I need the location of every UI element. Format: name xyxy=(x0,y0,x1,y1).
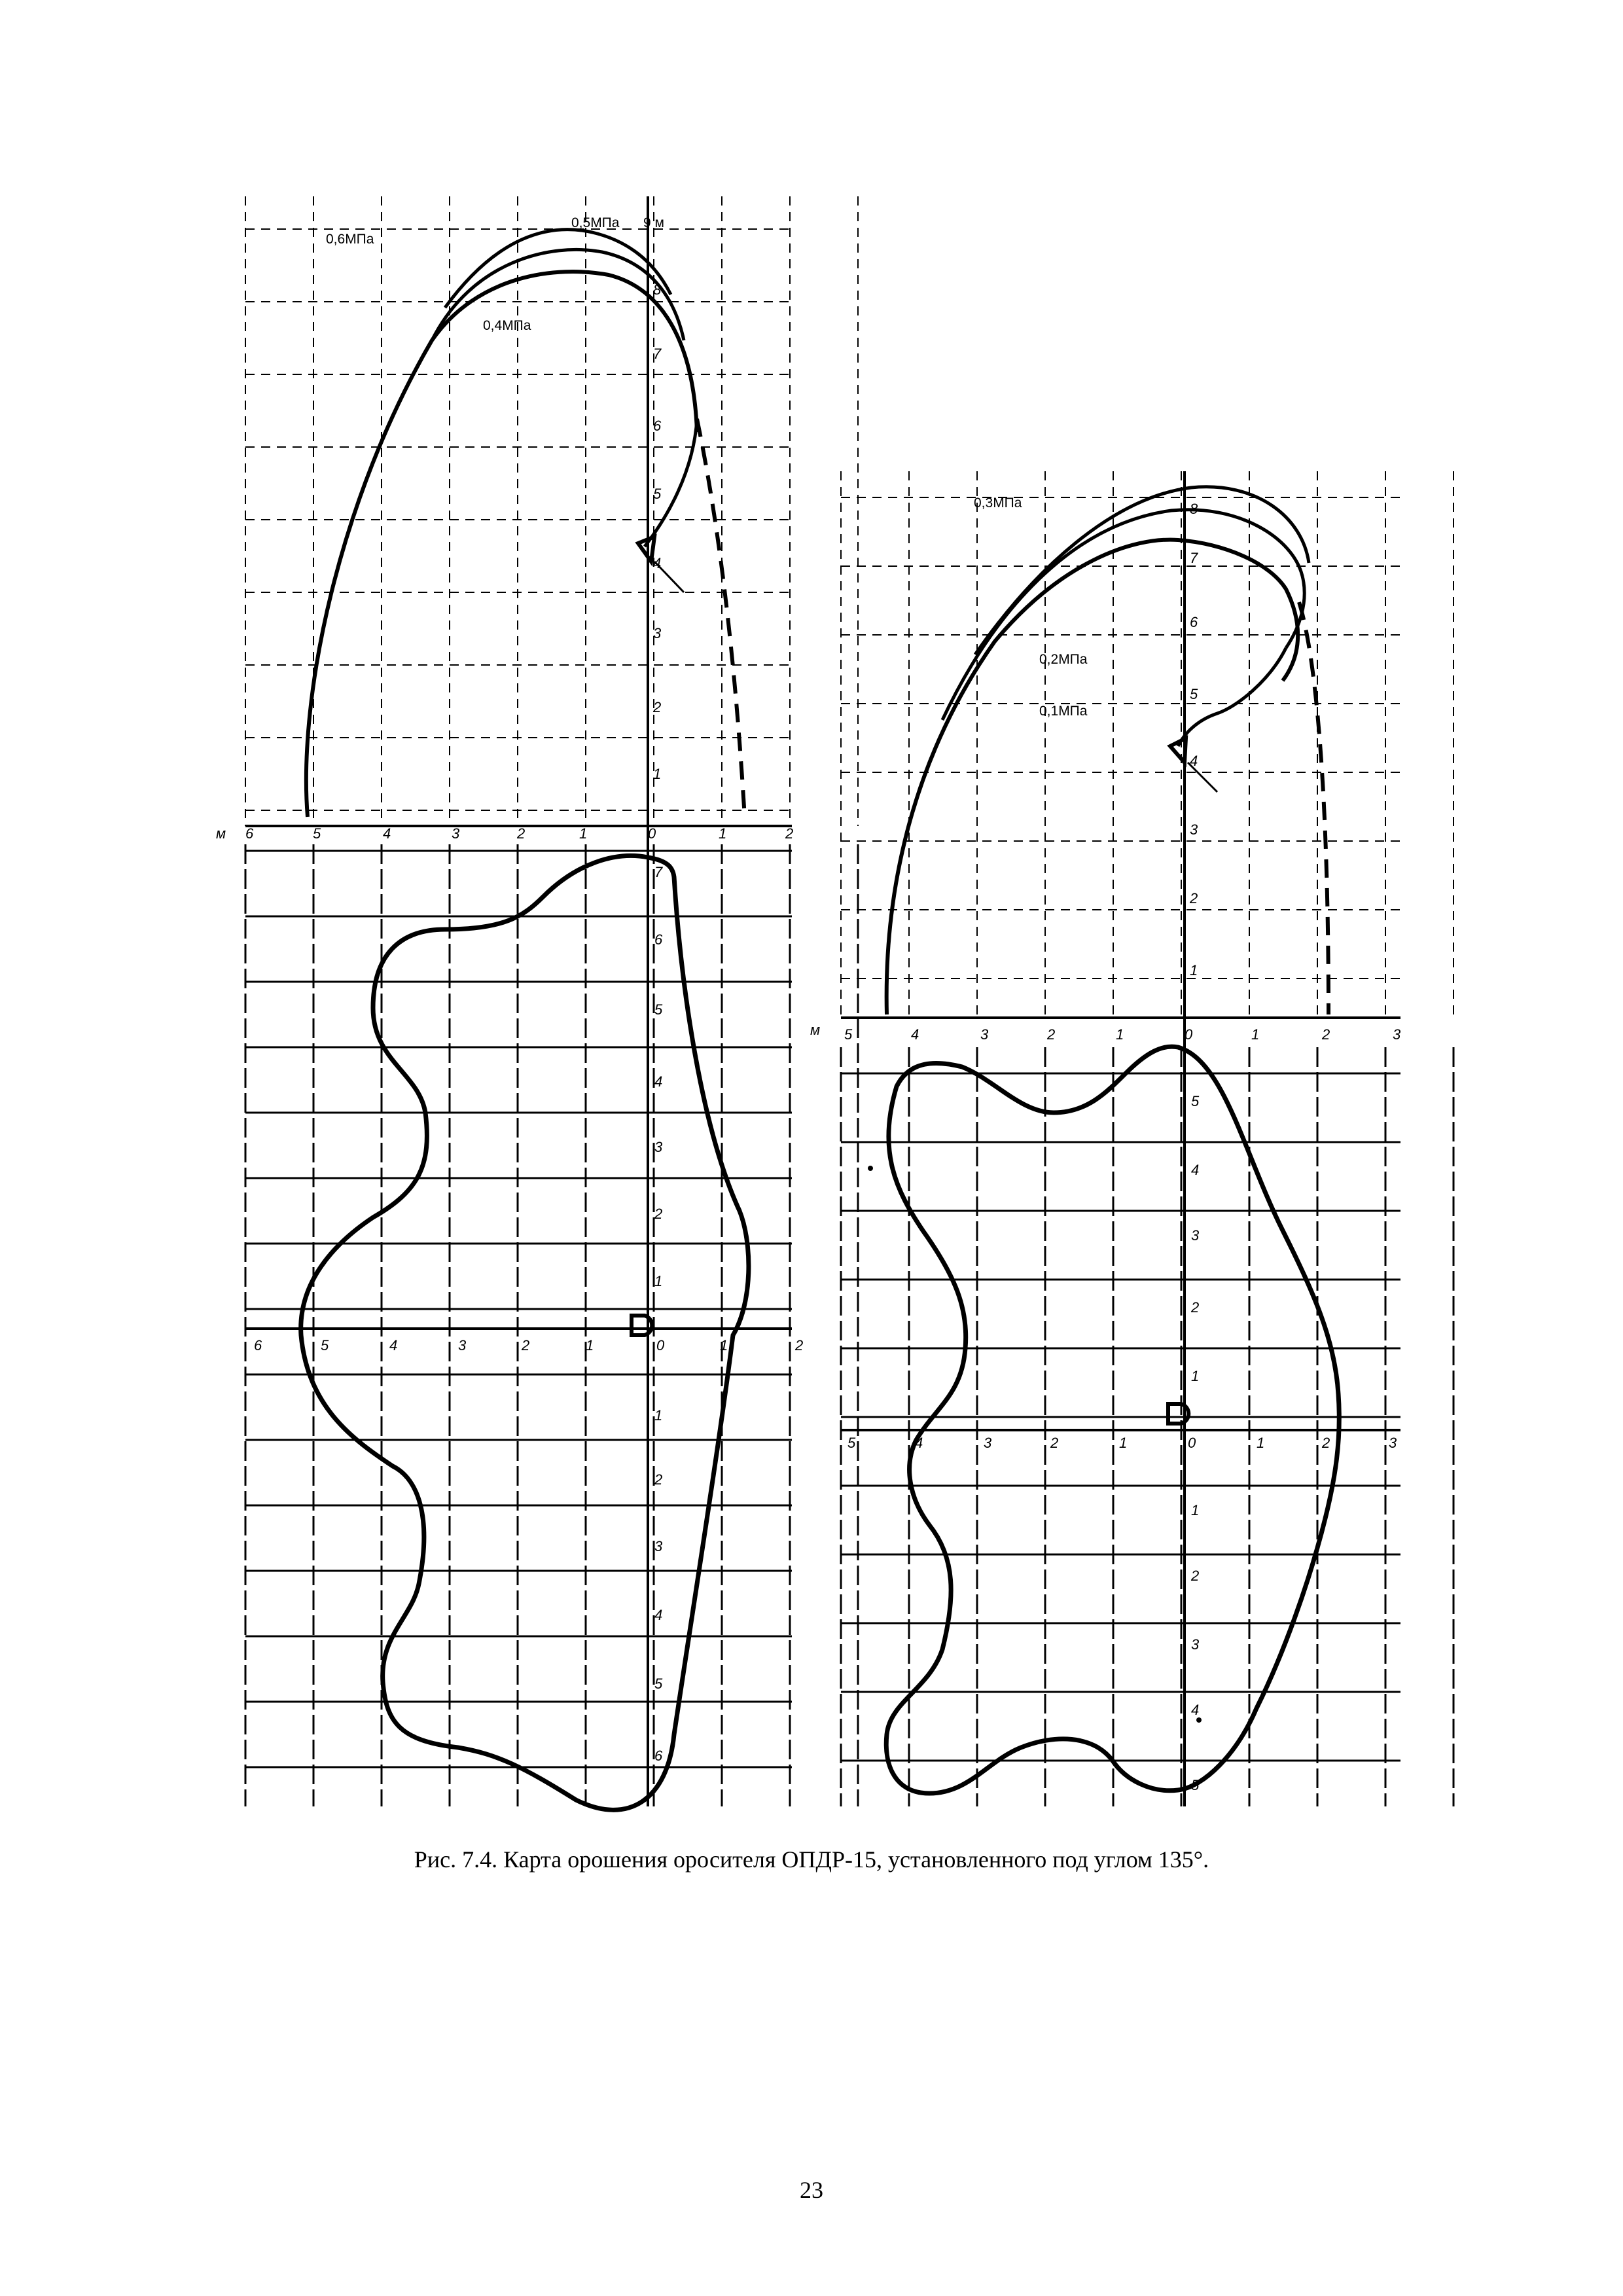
left-height-tick: 8 xyxy=(653,281,662,298)
left-nozzle-marker xyxy=(638,537,654,562)
right-height-tick: 8 xyxy=(1190,501,1198,517)
right-plan-down-tick: 4 xyxy=(1191,1702,1200,1718)
figure-caption: Рис. 7.4. Карта орошения оросителя ОПДР-15, установленного под углом 135°. xyxy=(414,1846,1209,1873)
right-height-tick: 2 xyxy=(1190,890,1198,906)
left-plan xyxy=(301,856,749,1810)
right-unit-label: м xyxy=(810,1022,821,1038)
left-height-tick: 1 xyxy=(653,766,662,782)
right-pressure-label-0-1: 0,1МПа xyxy=(1039,704,1088,719)
right-dashed-jet xyxy=(1299,602,1329,1014)
left-top-axis-tick: 0 xyxy=(648,825,656,842)
right-top-axis-tick: 1 xyxy=(1116,1026,1124,1043)
left-top-axis-tick: 1 xyxy=(579,825,588,842)
left-plan-axis-tick: 3 xyxy=(458,1337,467,1354)
left-plan-down-tick: 4 xyxy=(654,1607,663,1623)
left-plan-axis-tick: 4 xyxy=(389,1337,398,1354)
left-dashed-jet xyxy=(697,419,745,818)
right-top-axis-tick: 3 xyxy=(1393,1026,1401,1043)
left-plan-up-tick: 2 xyxy=(654,1206,663,1222)
right-plan-axis-tick: 5 xyxy=(847,1435,856,1451)
axis-tick-labels xyxy=(254,281,1401,1793)
left-plan-axis-tick: 2 xyxy=(795,1337,804,1354)
right-top-axis-tick: 5 xyxy=(844,1026,853,1043)
right-height-tick: 3 xyxy=(1190,821,1198,838)
left-plan-down-tick: 5 xyxy=(654,1676,663,1692)
page-number: 23 xyxy=(800,2177,823,2203)
left-plan-down-tick: 6 xyxy=(654,1748,663,1764)
left-top-axis-tick: 2 xyxy=(517,825,526,842)
left-plan-up-tick: 7 xyxy=(654,864,663,880)
right-height-tick: 7 xyxy=(1190,550,1198,566)
left-plan-up-tick: 6 xyxy=(654,931,663,948)
grid-lines xyxy=(245,196,1454,1806)
right-plan-axis-tick: 2 xyxy=(1322,1435,1330,1451)
left-plan-axis-tick: 2 xyxy=(522,1337,530,1354)
right-plan xyxy=(868,1047,1339,1793)
right-plan-axis-tick: 1 xyxy=(1257,1435,1265,1451)
right-trajectory-0-1mpa xyxy=(887,540,1298,1014)
left-pressure-label-0-5: 0,5МПа xyxy=(571,215,620,230)
left-pressure-label-0-4: 0,4МПа xyxy=(483,318,531,333)
right-top-axis-tick: 2 xyxy=(1047,1026,1056,1043)
right-trajectory-0-2mpa xyxy=(942,510,1304,720)
left-axis-first-tick: 6 xyxy=(245,825,254,842)
left-top-axis-tick: 1 xyxy=(719,825,727,842)
right-top-axis-tick: 4 xyxy=(911,1026,919,1043)
right-height-tick: 5 xyxy=(1190,686,1198,702)
right-plan-axis-tick: 0 xyxy=(1188,1435,1196,1451)
right-plan-down-tick: 5 xyxy=(1191,1777,1200,1793)
right-plan-axis-tick: 3 xyxy=(1389,1435,1397,1451)
right-pressure-label-0-3: 0,3МПа xyxy=(974,495,1022,511)
right-plan-down-tick: 1 xyxy=(1191,1502,1200,1518)
left-plan-up-tick: 3 xyxy=(654,1139,663,1155)
left-return-arc xyxy=(645,419,697,547)
left-plan-down-tick: 3 xyxy=(654,1538,663,1554)
right-plan-axis-tick: 1 xyxy=(1119,1435,1128,1451)
right-plan-up-tick: 1 xyxy=(1191,1368,1200,1384)
right-top-axis-tick: 1 xyxy=(1251,1026,1260,1043)
right-height-tick: 6 xyxy=(1190,614,1198,630)
left-height-tick: 2 xyxy=(653,699,662,715)
left-height-tick: 6 xyxy=(653,418,662,434)
left-top-axis-tick: 4 xyxy=(383,825,391,842)
left-plan-axis-tick: 6 xyxy=(254,1337,262,1354)
right-plan-up-tick: 4 xyxy=(1191,1162,1200,1178)
right-plan-axis-tick: 3 xyxy=(984,1435,992,1451)
left-height-tick: 4 xyxy=(653,555,662,571)
left-plan-axis-tick: 1 xyxy=(720,1337,728,1354)
right-plan-up-tick: 5 xyxy=(1191,1093,1200,1109)
left-height-top-label: 9 м xyxy=(643,215,664,230)
left-plan-axis-tick: 1 xyxy=(586,1337,594,1354)
right-plan-down-tick: 2 xyxy=(1191,1568,1200,1584)
right-height-tick: 4 xyxy=(1190,753,1198,769)
left-plan-up-tick: 4 xyxy=(654,1073,663,1090)
left-height-tick: 5 xyxy=(653,486,662,502)
left-plan-up-tick: 1 xyxy=(654,1273,663,1289)
left-height-tick: 3 xyxy=(653,625,662,641)
right-height-tick: 1 xyxy=(1190,962,1198,978)
left-plan-up-tick: 5 xyxy=(654,1001,663,1018)
right-top-axis-tick: 3 xyxy=(980,1026,989,1043)
right-plan-axis-tick: 4 xyxy=(915,1435,923,1451)
left-pressure-label-0-6: 0,6МПа xyxy=(326,232,374,247)
right-plan-up-tick: 3 xyxy=(1191,1227,1200,1244)
right-top-axis-tick: 0 xyxy=(1185,1026,1193,1043)
right-trajectory-0-3mpa xyxy=(975,487,1309,655)
left-plan-axis-tick: 5 xyxy=(321,1337,329,1354)
right-plan-speck xyxy=(868,1166,873,1171)
left-plan-down-tick: 1 xyxy=(654,1407,663,1424)
right-top-axis-tick: 2 xyxy=(1322,1026,1330,1043)
right-plan-down-tick: 3 xyxy=(1191,1636,1200,1653)
left-height-tick: 7 xyxy=(653,346,662,362)
left-plan-contour xyxy=(301,856,749,1810)
left-unit-label: м xyxy=(216,825,226,842)
right-pressure-label-0-2: 0,2МПа xyxy=(1039,652,1088,667)
right-plan-up-tick: 2 xyxy=(1191,1299,1200,1316)
right-plan-axis-tick: 2 xyxy=(1050,1435,1059,1451)
left-top-axis-tick: 5 xyxy=(313,825,321,842)
left-plan-down-tick: 2 xyxy=(654,1471,663,1488)
left-top-axis-tick: 2 xyxy=(785,825,794,842)
left-plan-axis-tick: 0 xyxy=(656,1337,665,1354)
right-plan-speck xyxy=(1196,1717,1202,1723)
left-top-axis-tick: 3 xyxy=(452,825,460,842)
labels xyxy=(216,215,1088,1038)
